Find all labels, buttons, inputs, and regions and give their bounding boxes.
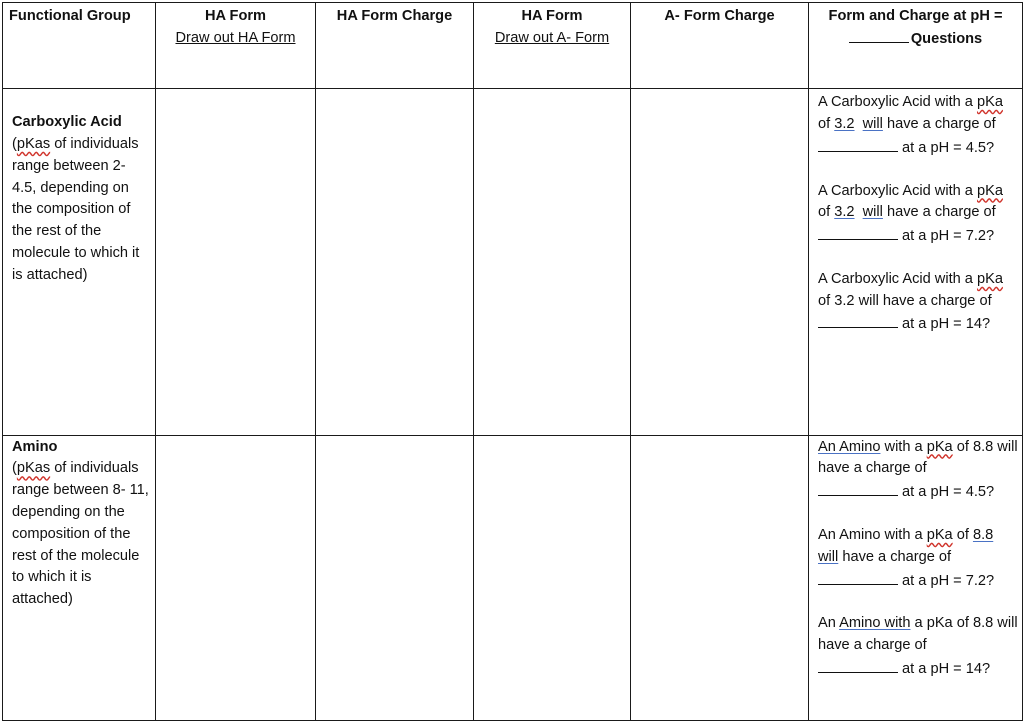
header-ph-blank [849, 28, 909, 43]
q-text: have a charge of [882, 115, 996, 132]
question [818, 525, 1018, 592]
q-text: A Carboxylic Acid with a [818, 182, 977, 199]
q-text: of [818, 292, 835, 309]
header-a-form-charge: A- Form Charge [631, 3, 809, 89]
answer-blank[interactable] [818, 657, 898, 673]
header-a-form [474, 3, 631, 89]
functional-group-desc: of individuals range between 2-4.5, depending on the composition of the rest of the molecule to which it is attached) [12, 135, 140, 283]
q-text: at a pH = 14? [898, 316, 991, 333]
q-text: A Carboxylic Acid with a [818, 94, 977, 111]
q-pka: pKa [976, 182, 1003, 199]
header-ha-form-title: HA Form [204, 8, 267, 24]
q-text: An Amino with a [818, 526, 927, 543]
header-row [3, 3, 1023, 89]
header-ha-form-sub: Draw out HA Form [175, 29, 296, 46]
a-form-cell[interactable] [474, 435, 631, 720]
header-ha-form [156, 3, 316, 89]
pkas-word: pKas [16, 135, 51, 152]
answer-blank[interactable] [818, 312, 898, 328]
functional-group-cell [3, 89, 156, 435]
q-text: of [818, 204, 835, 221]
functional-group-name: Carboxylic Acid [12, 114, 122, 131]
answer-blank[interactable] [818, 480, 898, 496]
header-a-form-sub: Draw out A- Form [494, 29, 610, 46]
functional-group-name: Amino [12, 438, 58, 455]
header-form-charge-line2: Questions [910, 30, 983, 47]
pkas-word: pKas [16, 460, 51, 477]
q-text: at a pH = 14? [898, 660, 991, 677]
q-text: of [952, 526, 973, 543]
question [818, 92, 1018, 159]
q-text: A Carboxylic Acid with a [818, 270, 977, 287]
q-will: will [818, 548, 839, 565]
answer-blank[interactable] [818, 569, 898, 585]
paren: ( [12, 135, 17, 152]
answer-blank[interactable] [818, 224, 898, 240]
paren: ( [12, 460, 17, 477]
q-will: will [862, 115, 883, 132]
q-text: have a charge of [838, 548, 952, 565]
header-a-form-title: HA Form [521, 8, 583, 24]
header-form-charge-line1: Form and Charge at pH = [828, 8, 1003, 24]
q-val: 3.2 [834, 204, 855, 221]
header-functional-group: Functional Group [3, 3, 156, 89]
q-val: 3.2 [834, 292, 855, 309]
ha-form-charge-cell[interactable] [316, 89, 474, 435]
q-val: 8.8 [972, 526, 994, 543]
questions-cell [809, 435, 1023, 720]
ha-form-charge-cell[interactable] [316, 435, 474, 720]
q-text: of [818, 115, 835, 132]
functional-group-desc: of individuals range between 8- 11, depending on the composition of the rest of the molecule to which it is attached) [12, 460, 149, 608]
q-text: An [818, 615, 840, 632]
q-text: Amino with [839, 615, 911, 632]
table-row-amino [3, 435, 1023, 720]
q-text: have a charge of [882, 204, 996, 221]
q-text: a pKa of 8.8 will have a charge of [818, 615, 1018, 654]
q-pka: pKa [976, 94, 1003, 111]
q-pka: pKa [926, 438, 953, 455]
q-will: will [862, 204, 883, 221]
q-text: with a [880, 438, 927, 455]
q-pka: pKa [976, 270, 1003, 287]
q-text: have a charge of [878, 292, 992, 309]
q-text: of 8.8 will have a charge of [818, 438, 1018, 477]
question [818, 269, 1018, 336]
question [818, 613, 1018, 680]
a-form-charge-cell[interactable] [631, 435, 809, 720]
q-will: will [858, 292, 879, 309]
q-pka: pKa [926, 526, 953, 543]
ha-form-cell[interactable] [156, 435, 316, 720]
q-text: An Amino [818, 438, 881, 455]
q-val: 3.2 [834, 115, 855, 132]
table-row-carboxylic [3, 89, 1023, 435]
functional-group-cell [3, 435, 156, 720]
question [818, 437, 1018, 504]
q-text: at a pH = 4.5? [898, 139, 995, 156]
q-text: at a pH = 4.5? [898, 484, 995, 501]
a-form-charge-cell[interactable] [631, 89, 809, 435]
header-ha-form-charge: HA Form Charge [316, 3, 474, 89]
q-text: at a pH = 7.2? [898, 228, 995, 245]
worksheet-table [2, 2, 1023, 721]
question [818, 181, 1018, 248]
ha-form-cell[interactable] [156, 89, 316, 435]
questions-cell [809, 89, 1023, 435]
q-text: at a pH = 7.2? [898, 572, 995, 589]
answer-blank[interactable] [818, 136, 898, 152]
header-form-charge-ph [809, 3, 1023, 89]
a-form-cell[interactable] [474, 89, 631, 435]
